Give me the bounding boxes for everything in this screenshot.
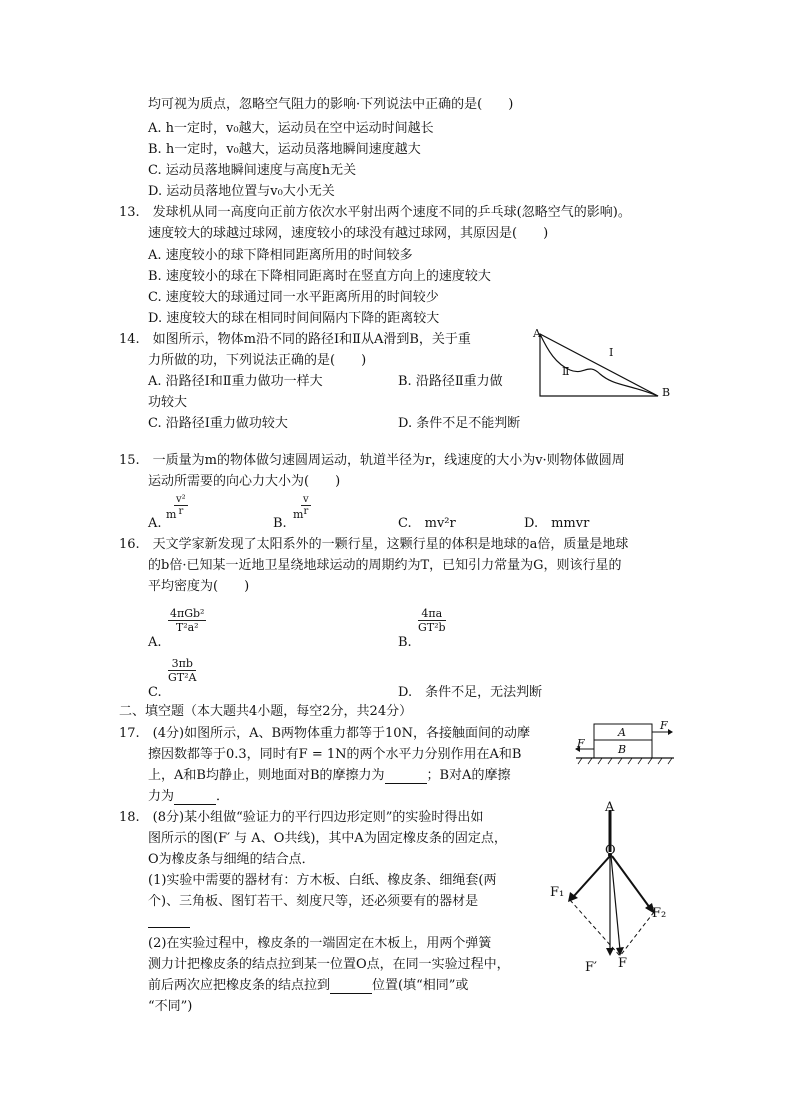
q18-part2-text-b: 位置(填“相同”或: [372, 978, 469, 993]
q16-stem-line3: 平均密度为( ): [148, 579, 250, 594]
q13-option-d: D. 速度较大的球在相同时间间隔内下降的距离较大: [148, 311, 440, 326]
q16-stem-line2: 的b倍·已知某一近地卫星绕地球运动的周期约为T，已知引力常量为G，则该行星的: [148, 558, 622, 573]
q16-option-b-numerator: 4πa: [418, 607, 446, 621]
q17-line4-text-b: ．: [216, 789, 230, 804]
q17-stem-line3: [148, 768, 510, 784]
q15-option-a-fraction: [174, 494, 188, 517]
q16-option-b-label: B.: [398, 635, 412, 650]
q18-label-f2: F₂: [652, 906, 667, 921]
q18-label-f: F: [618, 956, 628, 971]
q16-option-b-denominator: GT²b: [418, 621, 446, 634]
q18-label-o: O: [605, 843, 616, 858]
q15-option-b-numerator: v: [303, 494, 309, 505]
q14-path-diagram: [528, 326, 673, 401]
q18-part1-line3: [148, 912, 190, 928]
q13-stem-line1: 13. 发球机从同一高度向正前方依次水平射出两个速度不同的乒乓球(忽略空气的影响)。: [119, 205, 631, 220]
q15-option-b-denominator: r: [303, 506, 309, 517]
q14-stem-line1: 14. 如图所示，物体m沿不同的路径Ⅰ和Ⅱ从A滑到B，关于重: [119, 332, 471, 347]
q14-label-path-1: Ⅰ: [609, 346, 614, 359]
q18-label-f-prime: F′: [585, 960, 597, 975]
q17-label-force-right: F: [660, 719, 668, 732]
section-2-heading: 二、填空题（本大题共4小题，每空2分，共24分）: [119, 704, 413, 719]
q14-stem-line2: 力所做的功，下列说法正确的是( ): [148, 353, 367, 368]
q18-part2-line3: [148, 978, 468, 994]
q13-stem-line2: 速度较大的球越过球网，速度较小的球没有越过球网，其原因是( ): [148, 226, 549, 241]
q12-option-c: C. 运动员落地瞬间速度与高度h无关: [148, 163, 357, 178]
q16-stem-line1: 16. 天文学家新发现了太阳系外的一颗行星，这颗行星的体积是地球的a倍，质量是地球: [119, 537, 629, 552]
q14-option-b-cont: 功较大: [148, 395, 188, 410]
q18-blank-1[interactable]: [148, 915, 190, 928]
q15-option-b-label: B.: [273, 516, 287, 531]
q17-stem-line2: 擦因数都等于0.3，同时有F = 1N的两个水平力分别作用在A和B: [148, 747, 522, 762]
q18-part2-line4: “不同”): [148, 999, 193, 1014]
q16-option-d: D. 条件不足，无法判断: [398, 685, 543, 700]
q12-option-b: B. h一定时，v₀越大，运动员落地瞬间速度越大: [148, 142, 421, 157]
q12-stem: 均可视为质点，忽略空气阻力的影响·下列说法中正确的是( ): [148, 97, 514, 112]
q17-line3-text-a: 上，A和B均静止，则地面对B的摩擦力为: [148, 768, 385, 783]
q13-option-b: B. 速度较小的球在下降相同距离时在竖直方向上的速度较大: [148, 269, 491, 284]
q17-label-a: A: [618, 726, 626, 739]
q16-option-a-label: A.: [148, 635, 162, 650]
q15-option-d: D. mmvr: [524, 516, 590, 531]
q17-line3-text-b: ；B对A的摩擦: [426, 768, 511, 783]
q15-option-a-label: A.: [148, 516, 162, 531]
q18-label-a: A: [605, 800, 615, 815]
q15-option-a-numerator: v²: [176, 494, 186, 505]
q15-option-b-m: m: [293, 508, 304, 521]
q18-blank-2[interactable]: [330, 981, 372, 994]
q16-option-c-numerator: 3πb: [168, 657, 196, 671]
q17-blank-1[interactable]: [385, 771, 427, 784]
q14-label-b: B: [662, 386, 671, 399]
q13-option-c: C. 速度较大的球通过同一水平距离所用的时间较少: [148, 290, 439, 305]
q18-stem-line3: O为橡皮条与细绳的结合点．: [148, 852, 315, 867]
q15-option-a-m: m: [166, 508, 177, 521]
q17-stem-line1: 17. (4分)如图所示，A、B两物体重力都等于10N，各接触面间的动摩: [119, 726, 530, 741]
q15-option-a-denominator: r: [178, 506, 184, 517]
q15-option-c: C. mv²r: [398, 516, 456, 531]
q14-option-d: D. 条件不足不能判断: [398, 416, 521, 431]
q16-option-a-fraction: [168, 607, 206, 634]
q12-option-d: D. 运动员落地位置与v₀大小无关: [148, 184, 335, 199]
q15-stem-line2: 运动所需要的向心力大小为( ): [148, 474, 341, 489]
q17-label-b: B: [618, 743, 627, 756]
q13-option-a: A. 速度较小的球下降相同距离所用的时间较多: [148, 248, 413, 263]
q18-part2-text-a: 前后两次应把橡皮条的结点拉到: [148, 978, 331, 993]
q12-option-a: A. h一定时，v₀越大，运动员在空中运动时间越长: [148, 121, 434, 136]
q18-part1-line1: (1)实验中需要的器材有：方木板、白纸、橡皮条、细绳套(两: [148, 873, 497, 888]
q14-option-c: C. 沿路径Ⅰ重力做功较大: [148, 416, 288, 431]
q17-line4-text-a: 力为: [148, 789, 175, 804]
q16-option-a-denominator: T²a²: [175, 621, 199, 634]
q14-label-a: A: [533, 327, 541, 340]
q16-option-a-numerator: 4πGb²: [170, 607, 205, 620]
q18-part2-line2: 测力计把橡皮条的结点拉到某一位置O点，在同一实验过程中，: [148, 957, 510, 972]
q18-part2-line1: (2)在实验过程中，橡皮条的一端固定在木板上，用两个弹簧: [148, 936, 492, 951]
q18-part1-line2: 个)、三角板、图钉若干、刻度尺等，还必须要有的器材是: [148, 894, 479, 909]
q16-option-c-denominator: GT²A: [168, 671, 197, 684]
q17-stem-line4: [148, 789, 229, 805]
q16-option-b-fraction: [418, 607, 446, 634]
q18-label-f1: F₁: [550, 885, 565, 900]
q15-option-b-fraction: [301, 494, 311, 517]
q18-stem-line2: 图所示的图(F′ 与 A、O共线)，其中A为固定橡皮条的固定点，: [148, 831, 507, 846]
q14-option-a: A. 沿路径Ⅰ和Ⅱ重力做功一样大: [148, 374, 323, 389]
q14-option-b: B. 沿路径Ⅱ重力做: [398, 374, 503, 389]
q18-stem-line1: 18. (8分)某小组做“验证力的平行四边形定则”的实验时得出如: [119, 810, 484, 825]
q14-label-path-2: Ⅱ: [562, 365, 570, 378]
q16-option-c-label: C.: [148, 685, 162, 700]
q17-label-force-left: F: [577, 737, 585, 750]
q16-option-c-fraction: [168, 657, 196, 684]
q15-stem-line1: 15. 一质量为m的物体做匀速圆周运动，轨道半径为r，线速度的大小为v·则物体做圆周: [119, 453, 625, 468]
q17-blank-2[interactable]: [174, 792, 216, 805]
